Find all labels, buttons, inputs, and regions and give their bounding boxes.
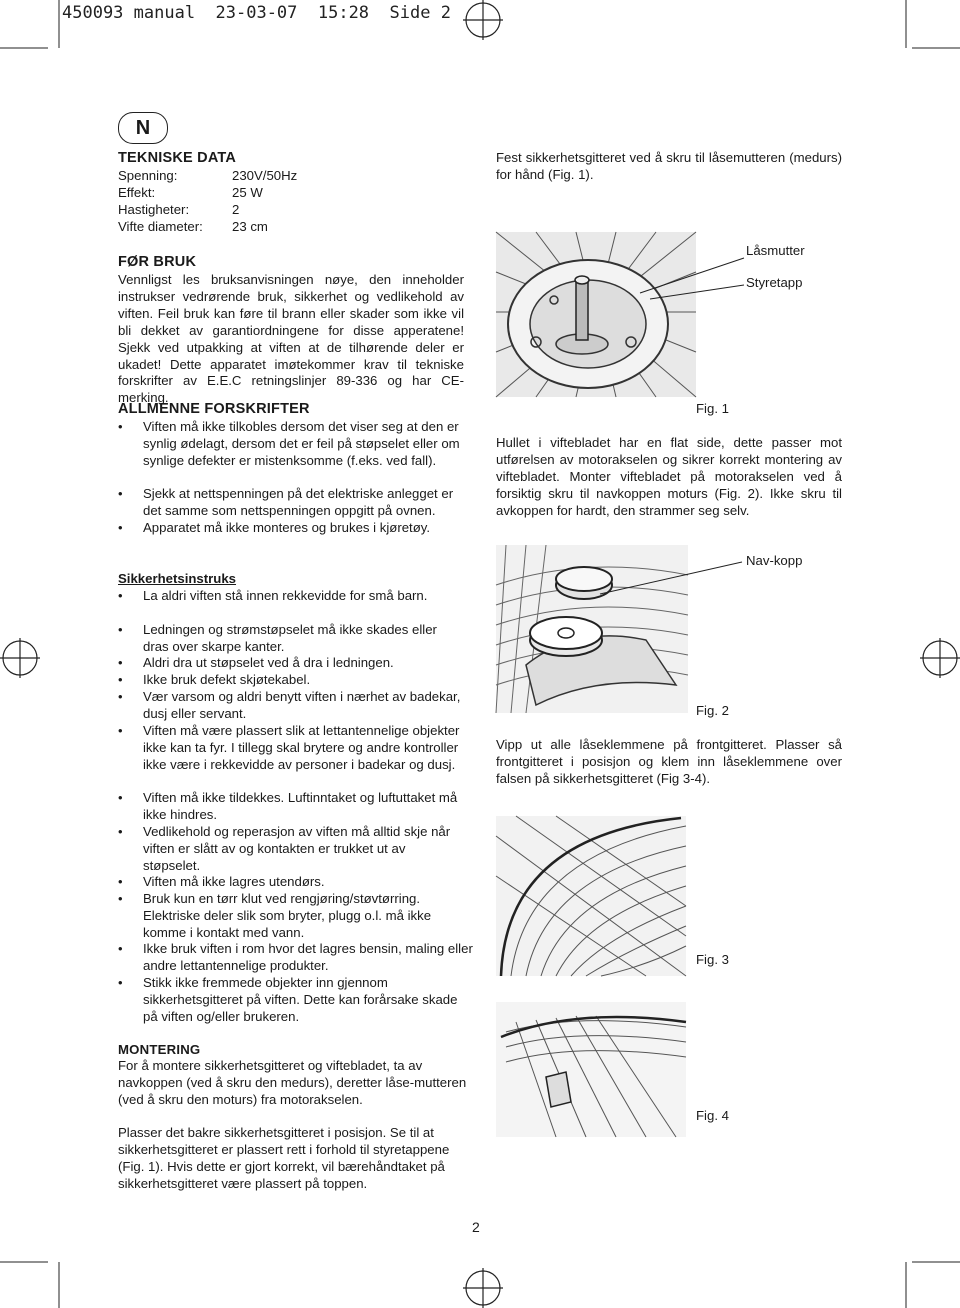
montering-p2: Plasser det bakre sikkerhetsgitteret i posisjon. Se til at sikkerhetsgitteret er plassert rett i forhold til styretappene (Fig. 1). Hvis dette er gjort korrekt, vil bærehåndtaket på sikkerhetsgitteret være plassert på toppen. — [118, 1125, 450, 1191]
montering-p1: For å montere sikkerhetsgitteret og viftebladet, ta av navkoppen (ved å skru den medurs), deretter låse-mutteren (ved å skru den moturs) fra motorakselen. — [118, 1058, 467, 1107]
bullet-dot: • — [118, 655, 123, 670]
sikkerhet-item: Viften må ikke lagres utendørs. — [143, 874, 325, 889]
allmenne-item: Apparatet må ikke monteres og brukes i kjøretøy. — [143, 520, 431, 535]
allmenne-item: Viften må ikke tilkobles dersom det viser seg at den er synlig ødelagt, dersom det er feil på støpselet eller om synlige defekter er mistenksomme (f.eks. ved fall). — [143, 419, 460, 468]
spec-value: 25 W — [232, 185, 263, 200]
fig2-leader-line — [600, 560, 745, 600]
sikkerhet-item: Ledningen og strømstøpselet må ikke skades eller dras over skarpe kanter. — [143, 622, 437, 654]
spec-label: Vifte diameter: — [118, 219, 203, 234]
figure-4-clip-detail — [496, 1002, 686, 1137]
fig4-caption: Fig. 4 — [696, 1108, 729, 1123]
label-navkopp: Nav-kopp — [746, 553, 803, 568]
spec-value: 2 — [232, 202, 240, 217]
forbruk-heading: FØR BRUK — [118, 254, 197, 270]
spec-value: 23 cm — [232, 219, 268, 234]
sikkerhet-item: Ikke bruk defekt skjøtekabel. — [143, 672, 311, 687]
bullet-dot: • — [118, 975, 123, 990]
spec-label: Spenning: — [118, 168, 178, 183]
allmenne-item: Sjekk at nettspenningen på det elektriske anlegget er det samme som nettspenningen oppgitt på ovnen. — [143, 486, 454, 518]
bullet-dot: • — [118, 689, 123, 704]
sikkerhet-heading: Sikkerhetsinstruks — [118, 571, 237, 586]
figure-3-front-grille — [496, 816, 686, 976]
sikkerhet-item: Stikk ikke fremmede objekter inn gjennom sikkerhetsgitteret på viften. Dette kan forårsake skade på viften og/eller brukeren. — [143, 975, 458, 1024]
bullet-dot: • — [118, 622, 123, 637]
bullet-dot: • — [118, 672, 123, 687]
sikkerhet-item: Vedlikehold og reperasjon av viften må alltid skje når viften er slått av og kontakten er trukket ut av støpselet. — [143, 824, 451, 873]
print-slug: 450093 manual 23-03-07 15:28 Side 2 — [62, 3, 451, 23]
sikkerhet-item: Viften må være plassert slik at lettantennelige objekter ikke kan ta fyr. I tillegg skal brytere og andre kontroller ikke være i rekkevidde av personer i badekar og dusj. — [143, 723, 460, 772]
fest-paragraph: Fest sikkerhetsgitteret ved å skru til låsemutteren (medurs) for hånd (Fig. 1). — [496, 150, 842, 182]
allmenne-heading: ALLMENNE FORSKRIFTER — [118, 401, 310, 417]
bullet-dot: • — [118, 891, 123, 906]
fig1-caption: Fig. 1 — [696, 401, 729, 416]
bullet-dot: • — [118, 588, 123, 603]
tekniske-heading: TEKNISKE DATA — [118, 150, 237, 166]
fig2-caption: Fig. 2 — [696, 703, 729, 718]
sikkerhet-item: La aldri viften stå innen rekkevidde for små barn. — [143, 588, 428, 603]
forbruk-text: Vennligst les bruksanvisningen nøye, den inneholder instrukser vedrørende bruk, sikkerhet og vedlikehold av viften. Feil bruk kan føre til brann eller skader som ikke vil bli dekket av garantiordningene for disse apperatene! Sjekk ved utpakking at viften at de tilhørende deler er ukadet! Dette apparatet imøtekommer krav til tekniske forskrifter av E.E.C retningslinjer 89-336 og har CE-merking. — [118, 272, 464, 406]
sikkerhet-item: Ikke bruk viften i rom hvor det lagres bensin, maling eller andre lettantennelige produkter. — [143, 941, 473, 973]
bullet-dot: • — [118, 520, 123, 535]
label-lasmutter: Låsmutter — [746, 243, 805, 258]
bullet-dot: • — [118, 874, 123, 889]
sikkerhet-item: Viften må ikke tildekkes. Luftinntaket og luftuttaket må ikke hindres. — [143, 790, 458, 822]
spec-value: 230V/50Hz — [232, 168, 298, 183]
hullet-paragraph: Hullet i viftebladet har en flat side, dette passer mot utførelsen av motorakselen og sikrer korrekt montering av viftebladet. Monter viftebladet på motorakselen ved å forsiktig skru til navkoppen moturs (Fig. 2). Ikke skru til avkoppen for hardt, den strammer seg selv. — [496, 435, 842, 518]
vipp-paragraph: Vipp ut alle låseklemmene på frontgitteret. Plasser så frontgitteret i posisjon og klem inn låseklemmene over falsen på sikkerhetsgitteret (Fig 3-4). — [496, 737, 842, 786]
bullet-dot: • — [118, 790, 123, 805]
sikkerhet-item: Bruk kun en tørr klut ved rengjøring/støvtørring. Elektriske deler slik som bryter, plugg o.l. må ikke komme i kontakt med vann. — [143, 891, 432, 940]
page-number: 2 — [472, 1219, 480, 1235]
montering-heading: MONTERING — [118, 1042, 201, 1057]
label-styretapp: Styretapp — [746, 275, 803, 290]
bullet-dot: • — [118, 419, 123, 434]
fig3-caption: Fig. 3 — [696, 952, 729, 967]
language-badge: N — [118, 112, 168, 144]
bullet-dot: • — [118, 824, 123, 839]
sikkerhet-item: Aldri dra ut støpselet ved å dra i ledningen. — [143, 655, 394, 670]
sikkerhet-item: Vær varsom og aldri benytt viften i nærhet av badekar, dusj eller servant. — [143, 689, 461, 721]
bullet-dot: • — [118, 941, 123, 956]
fig1-leader-lines — [640, 255, 750, 305]
bullet-dot: • — [118, 486, 123, 501]
spec-label: Hastigheter: — [118, 202, 190, 217]
spec-label: Effekt: — [118, 185, 156, 200]
bullet-dot: • — [118, 723, 123, 738]
